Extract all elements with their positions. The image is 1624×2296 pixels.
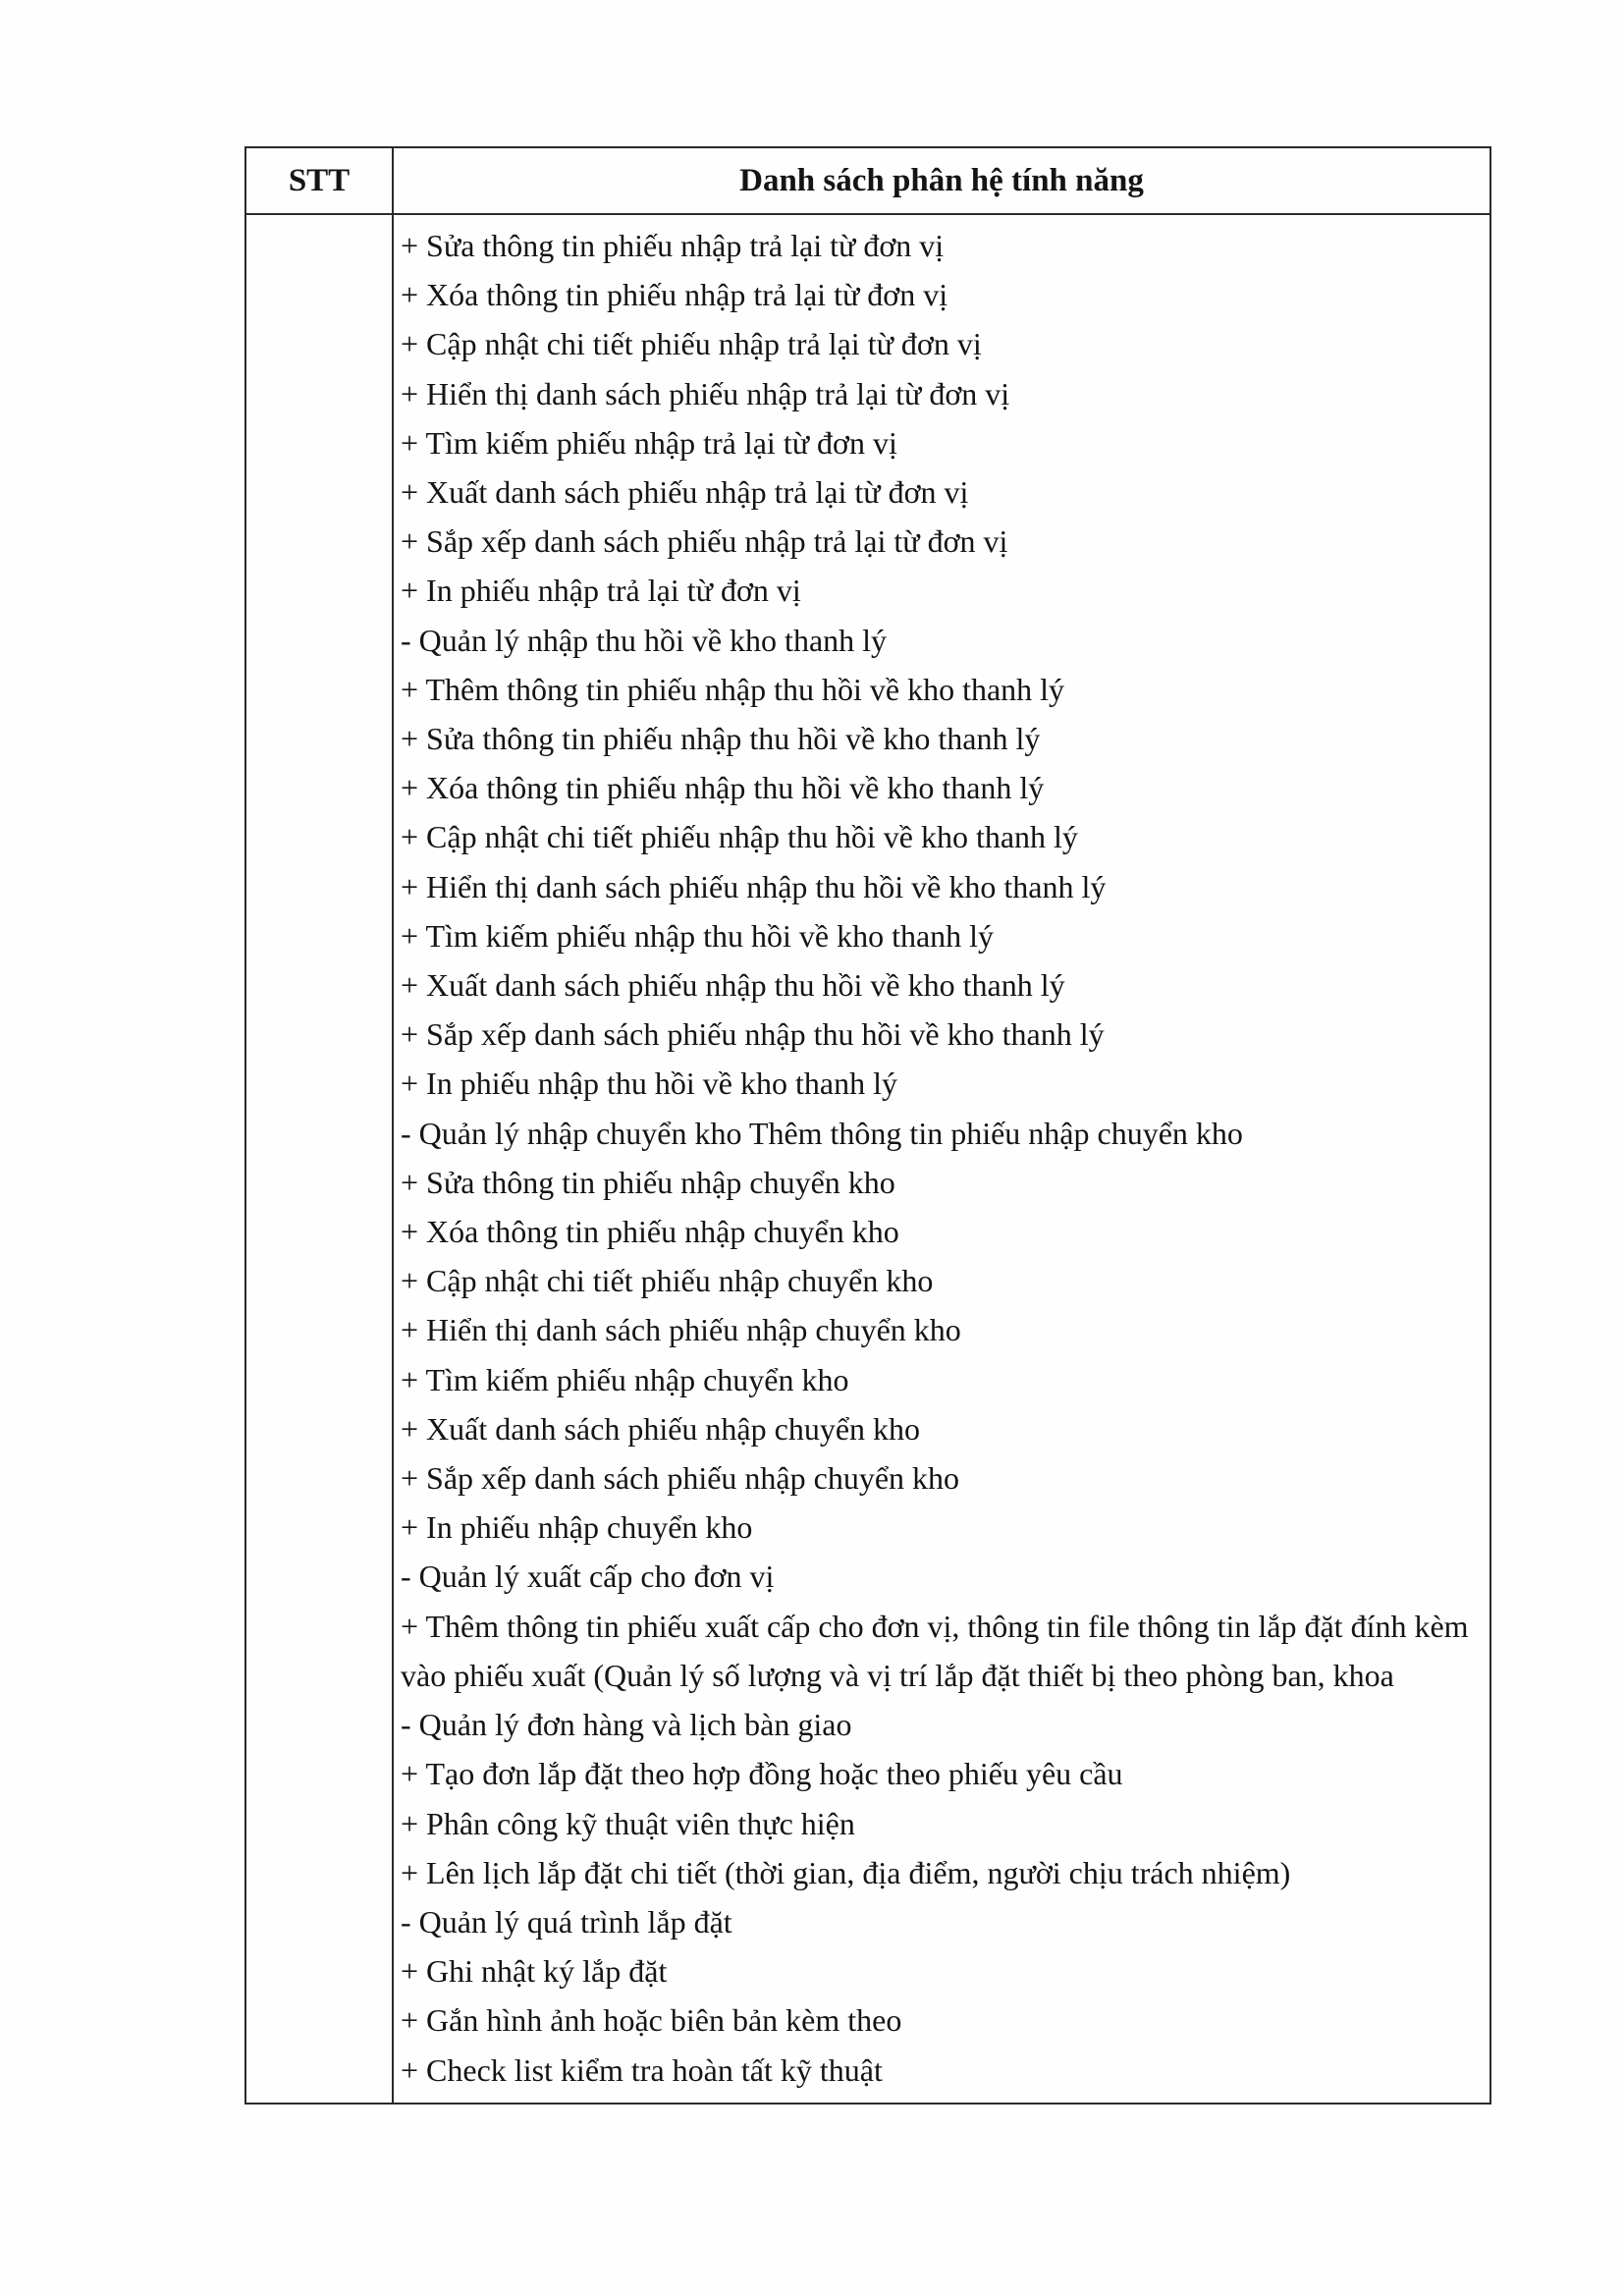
feature-line: + Hiển thị danh sách phiếu nhập thu hồi về kho thanh lý <box>401 868 1107 904</box>
feature-line: + Xuất danh sách phiếu nhập chuyển kho <box>401 1410 921 1447</box>
feature-line: + Tìm kiếm phiếu nhập trả lại từ đơn vị <box>401 424 897 461</box>
feature-table <box>244 146 1491 2105</box>
feature-line: + Xóa thông tin phiếu nhập trả lại từ đơn vị <box>401 277 948 313</box>
feature-line: + In phiếu nhập thu hồi về kho thanh lý <box>401 1066 897 1102</box>
feature-line: + Xuất danh sách phiếu nhập thu hồi về kho thanh lý <box>401 967 1065 1004</box>
header-stt: STT <box>245 147 393 214</box>
feature-line: + Sửa thông tin phiếu nhập trả lại từ đơn vị <box>401 228 945 263</box>
feature-line: + Thêm thông tin phiếu xuất cấp cho đơn vị, thông tin file thông tin lắp đặt đính kèm vào phiếu xuất (Quản lý số lượng và vị trí lắp đặt thiết bị theo phòng ban, khoa <box>401 1608 1469 1693</box>
feature-line: + Hiển thị danh sách phiếu nhập chuyển kho <box>401 1312 961 1348</box>
feature-list <box>401 221 1484 2095</box>
feature-line: + Sắp xếp danh sách phiếu nhập chuyển kho <box>401 1460 960 1497</box>
feature-line: + Xóa thông tin phiếu nhập thu hồi về kho thanh lý <box>401 770 1045 806</box>
feature-line: + Lên lịch lắp đặt chi tiết (thời gian, địa điểm, người chịu trách nhiệm) <box>401 1854 1291 1890</box>
feature-line: - Quản lý xuất cấp cho đơn vị <box>401 1558 775 1595</box>
feature-line: + Gắn hình ảnh hoặc biên bản kèm theo <box>401 2002 902 2039</box>
feature-line: + Cập nhật chi tiết phiếu nhập chuyển kho <box>401 1263 934 1299</box>
table-row <box>245 214 1490 2104</box>
features-cell <box>393 214 1490 2104</box>
feature-line: - Quản lý quá trình lắp đặt <box>401 1903 732 1940</box>
feature-line: + Sửa thông tin phiếu nhập thu hồi về kho thanh lý <box>401 721 1041 757</box>
feature-line: + Sửa thông tin phiếu nhập chuyển kho <box>401 1164 895 1200</box>
feature-line: + Xuất danh sách phiếu nhập trả lại từ đơn vị <box>401 474 969 511</box>
feature-line: + Ghi nhật ký lắp đặt <box>401 1953 668 1990</box>
feature-line: + Sắp xếp danh sách phiếu nhập thu hồi về kho thanh lý <box>401 1016 1105 1053</box>
feature-line: - Quản lý nhập chuyển kho Thêm thông tin phiếu nhập chuyển kho <box>401 1115 1243 1151</box>
feature-line: - Quản lý đơn hàng và lịch bàn giao <box>401 1707 852 1743</box>
header-features: Danh sách phân hệ tính năng <box>393 147 1490 214</box>
feature-line: + Tìm kiếm phiếu nhập thu hồi về kho thanh lý <box>401 917 995 954</box>
feature-line: - Quản lý nhập thu hồi về kho thanh lý <box>401 622 888 658</box>
feature-line: + In phiếu nhập trả lại từ đơn vị <box>401 573 801 609</box>
feature-line: + Cập nhật chi tiết phiếu nhập thu hồi về kho thanh lý <box>401 819 1078 855</box>
feature-line: + Thêm thông tin phiếu nhập thu hồi về kho thanh lý <box>401 671 1065 707</box>
feature-line: + Tìm kiếm phiếu nhập chuyển kho <box>401 1361 849 1397</box>
feature-line: + Hiển thị danh sách phiếu nhập trả lại từ đơn vị <box>401 375 1010 411</box>
stt-cell <box>245 214 393 2104</box>
feature-line: + Tạo đơn lắp đặt theo hợp đồng hoặc theo phiếu yêu cầu <box>401 1756 1123 1792</box>
feature-line: + Xóa thông tin phiếu nhập chuyển kho <box>401 1214 899 1250</box>
feature-line: + Check list kiểm tra hoàn tất kỹ thuật <box>401 2051 883 2088</box>
feature-line: + Sắp xếp danh sách phiếu nhập trả lại từ đơn vị <box>401 523 1008 560</box>
feature-line: + Phân công kỹ thuật viên thực hiện <box>401 1805 855 1841</box>
feature-line: + Cập nhật chi tiết phiếu nhập trả lại từ đơn vị <box>401 326 982 362</box>
table-header-row <box>245 147 1490 214</box>
feature-line: + In phiếu nhập chuyển kho <box>401 1509 753 1546</box>
